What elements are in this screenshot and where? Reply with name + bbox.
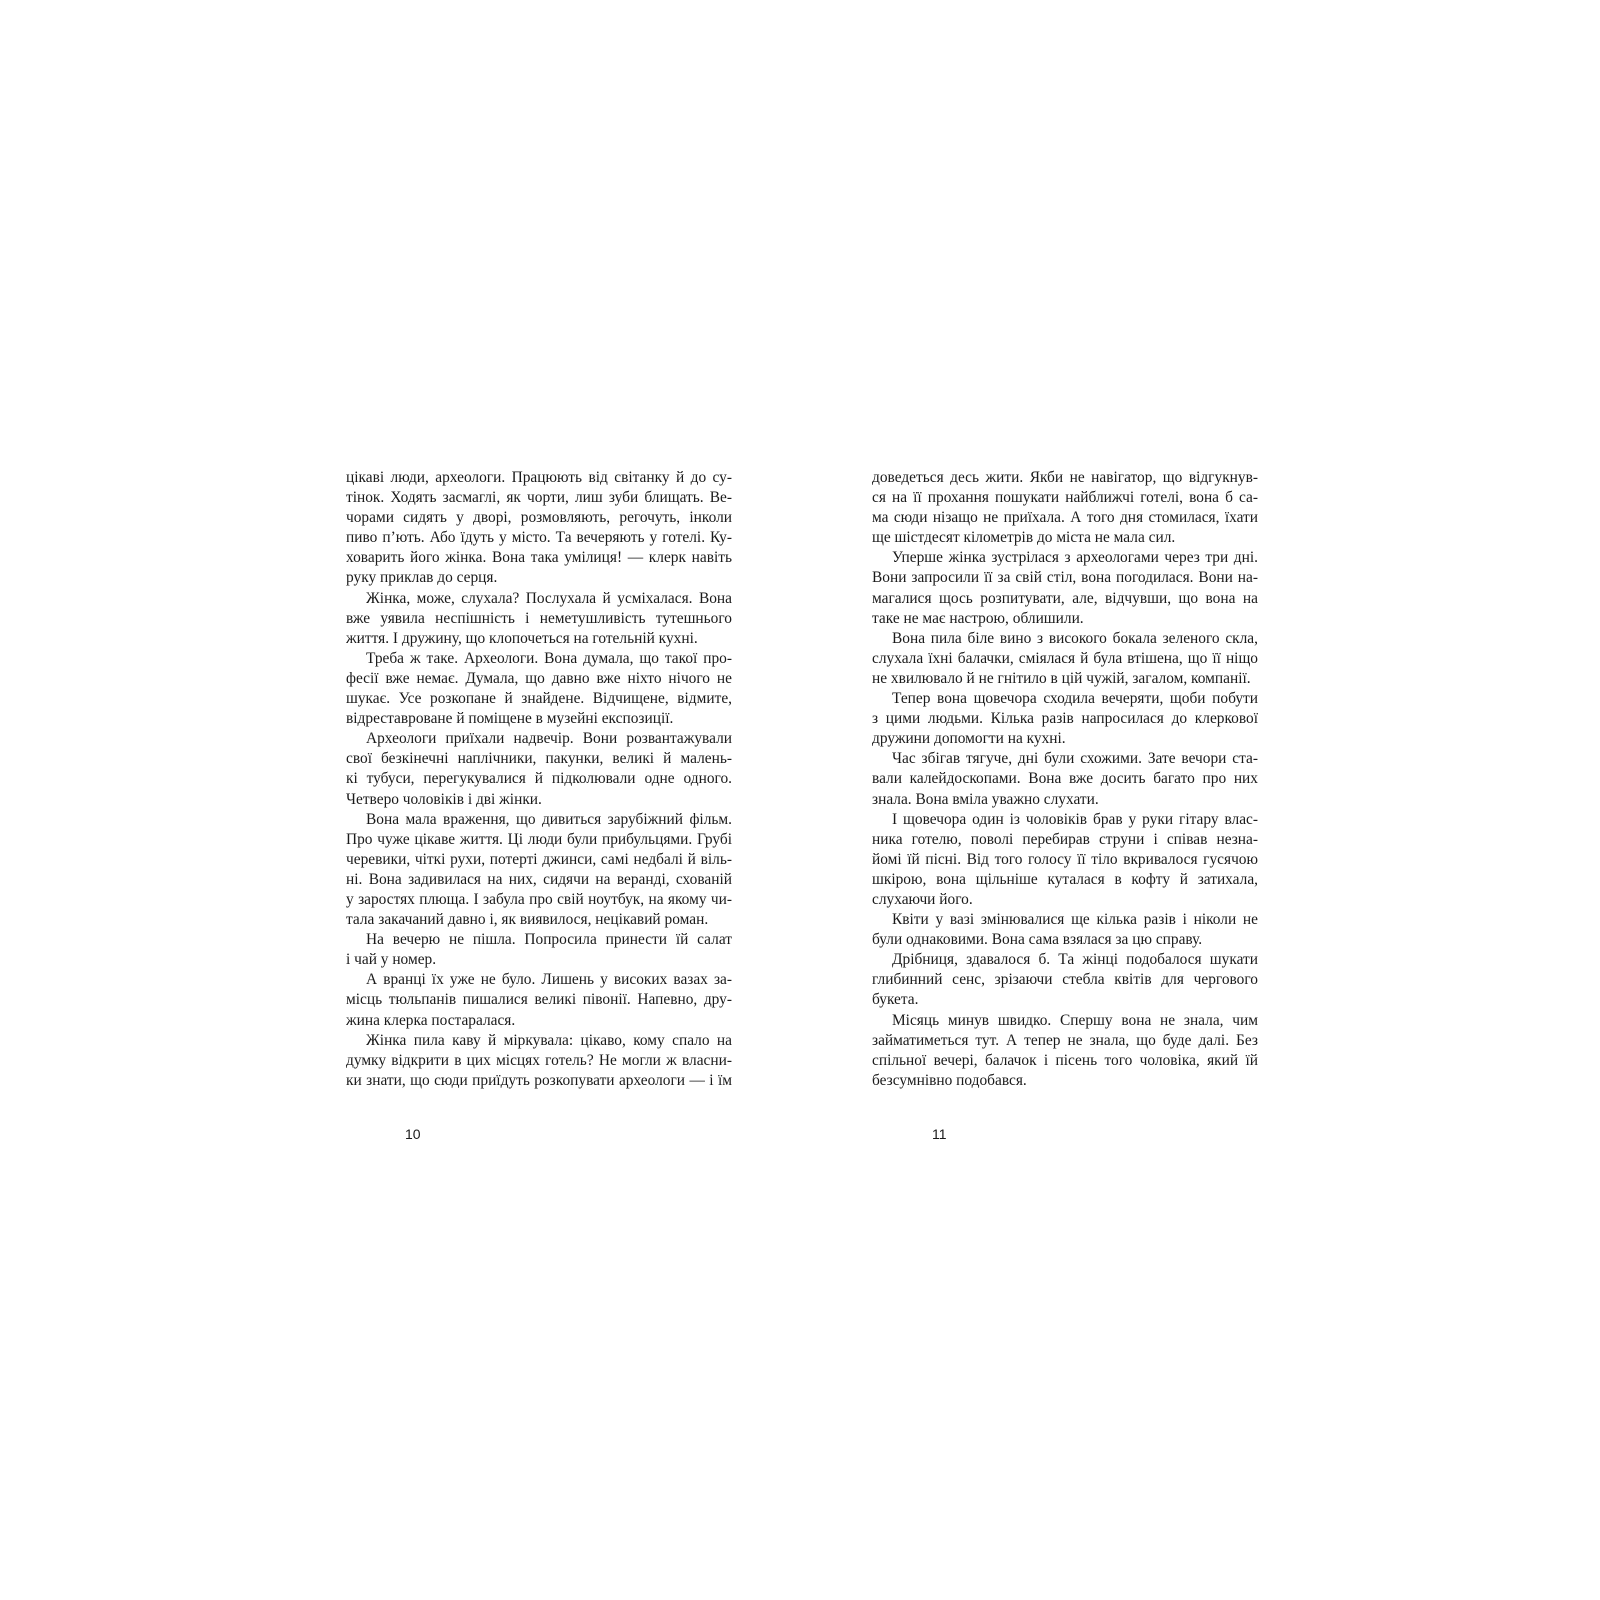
text-line: фесії вже немає. Думала, що давно вже ніхто нічого не xyxy=(346,669,732,687)
text-line: життя. І дружину, що клопочеться на готельній кухні. xyxy=(346,629,698,647)
text-line: шукає. Усе розкопане й знайдене. Відчищене, відмите, xyxy=(346,690,732,708)
text-line: ки знати, що сюди приїдуть розкопувати археологи — і їм xyxy=(346,1071,732,1089)
text-line: Треба ж таке. Археологи. Вона думала, що такої про- xyxy=(366,649,732,667)
text-line: займатиметься тут. А тепер не знала, що буде далі. Без xyxy=(872,1031,1258,1049)
text-line: На вечерю не пішла. Попросила принести їй салат xyxy=(366,931,732,949)
text-line: Вона мала враження, що дивиться зарубіжний фільм. xyxy=(366,810,732,828)
left-page-number: 10 xyxy=(405,1126,421,1142)
text-line: ся на її прохання пошукати найближчі готелі, вона б са- xyxy=(872,489,1258,507)
text-line: у заростях плюща. І забула про свій ноутбук, на якому чи- xyxy=(346,890,732,908)
right-page-number: 11 xyxy=(932,1126,947,1142)
text-line: тінок. Ходять засмаглі, як чорти, лиш зуби блищать. Ве- xyxy=(346,489,732,507)
text-line: магалися щось розпитувати, але, відчувши, що вона на xyxy=(872,589,1258,607)
text-line: і чай у номер. xyxy=(346,951,437,969)
text-line: глибинний сенс, зрізаючи стебла квітів для чергового xyxy=(872,971,1258,989)
text-line: жина клерка постаралася. xyxy=(346,1011,516,1029)
text-line: А вранці їх уже не було. Лишень у високих вазах за- xyxy=(366,971,732,989)
text-line: свої безкінечні наплічники, пакунки, великі й малень- xyxy=(346,750,732,768)
text-line: вали калейдоскопами. Вона вже досить багато про них xyxy=(872,770,1258,788)
text-line: ма сюди нізащо не приїхала. А того дня стомилася, їхати xyxy=(872,509,1258,527)
text-line: спільної вечері, балачок і пісень того чоловіка, який їй xyxy=(872,1051,1258,1069)
text-line: черевики, чіткі рухи, потерті джинси, самі недбалі й віль- xyxy=(346,850,732,868)
text-line: з цими людьми. Кілька разів напросилася до клеркової xyxy=(872,710,1258,728)
text-line: Археологи приїхали надвечір. Вони розвантажували xyxy=(366,730,732,748)
text-line: слухаючи його. xyxy=(872,890,973,908)
text-line: Четверо чоловіків і дві жінки. xyxy=(346,790,542,808)
text-line: ховарить його жінка. Вона така умілиця! — клерк навіть xyxy=(346,549,732,567)
text-line: І щовечора один із чоловіків брав у руки гітару влас- xyxy=(892,810,1258,828)
text-line: Вона пила біле вино з високого бокала зеленого скла, xyxy=(892,629,1258,647)
text-line: думку відкрити в цих місцях готель? Не могли ж власни- xyxy=(346,1051,732,1069)
text-line: місць тюльпанів пишалися великі півонії. Напевно, дру- xyxy=(346,991,732,1009)
text-line: слухала їхні балачки, сміялася й була втішена, що її ніщо xyxy=(872,649,1258,667)
text-line: Про чуже цікаве життя. Ці люди були прибульцями. Грубі xyxy=(346,830,732,848)
text-line: дружини допомогти на кухні. xyxy=(872,730,1066,748)
text-line: руку приклав до серця. xyxy=(346,569,498,587)
text-line: Час збігав тягуче, дні були схожими. Зате вечори ста- xyxy=(892,750,1258,768)
text-line: Жінка, може, слухала? Послухала й усміхалася. Вона xyxy=(366,589,732,607)
text-line: знала. Вона вміла уважно слухати. xyxy=(872,790,1099,808)
text-line: ника готелю, поволі перебирав струни і співав незна- xyxy=(872,830,1258,848)
text-line: Місяць минув швидко. Спершу вона не знала, чим xyxy=(892,1011,1258,1029)
text-line: Уперше жінка зустрілася з археологами через три дні. xyxy=(892,549,1258,567)
text-line: Тепер вона щовечора сходила вечеряти, щоби побути xyxy=(892,690,1258,708)
text-line: шкірою, вона щільніше куталася в кофту й затихала, xyxy=(872,870,1258,888)
text-line: букета. xyxy=(872,991,919,1009)
text-line: таке не має настрою, облишили. xyxy=(872,609,1084,627)
text-line: ні. Вона задивилася на них, сидячи на веранді, схованій xyxy=(346,870,732,888)
text-line: чорами сидять у дворі, розмовляють, регочуть, інколи xyxy=(346,509,732,527)
text-line: були однаковими. Вона сама взялася за цю справу. xyxy=(872,931,1203,949)
left-page-text xyxy=(346,468,732,1108)
text-line: Вони запросили її за свій стіл, вона погодилася. Вони на- xyxy=(872,569,1258,587)
text-line: цікаві люди, археологи. Працюють від світанку й до су- xyxy=(346,469,732,486)
text-line: вже уявила неспішність і неметушливість тутешнього xyxy=(346,609,732,627)
text-line: ще шістдесят кілометрів до міста не мала сил. xyxy=(872,529,1176,547)
text-line: пиво п’ють. Або їдуть у місто. Та вечеряють у готелі. Ку- xyxy=(346,529,732,547)
text-line: йомі їй пісні. Від того голосу її тіло вкривалося гусячою xyxy=(872,850,1258,868)
text-line: Дрібниця, здавалося б. Та жінці подобалося шукати xyxy=(892,951,1258,969)
right-page-text xyxy=(872,468,1258,1108)
text-line: доведеться десь жити. Якби не навігатор, що відгукнув- xyxy=(872,469,1258,486)
left-page xyxy=(346,468,732,1108)
text-line: кі тубуси, перегукувалися й підколювали одне одного. xyxy=(346,770,732,788)
text-line: Жінка пила каву й міркувала: цікаво, кому спало на xyxy=(366,1031,732,1049)
text-line: не хвилювало й не гнітило в цій чужій, загалом, компанії. xyxy=(872,669,1251,687)
text-line: Квіти у вазі змінювалися ще кілька разів і ніколи не xyxy=(892,911,1258,929)
text-line: тала закачаний давно і, як виявилося, нецікавий роман. xyxy=(346,911,709,929)
text-line: відреставроване й поміщене в музейні експозиції. xyxy=(346,710,674,728)
text-line: безсумнівно подобався. xyxy=(872,1071,1027,1089)
right-page xyxy=(872,468,1258,1108)
